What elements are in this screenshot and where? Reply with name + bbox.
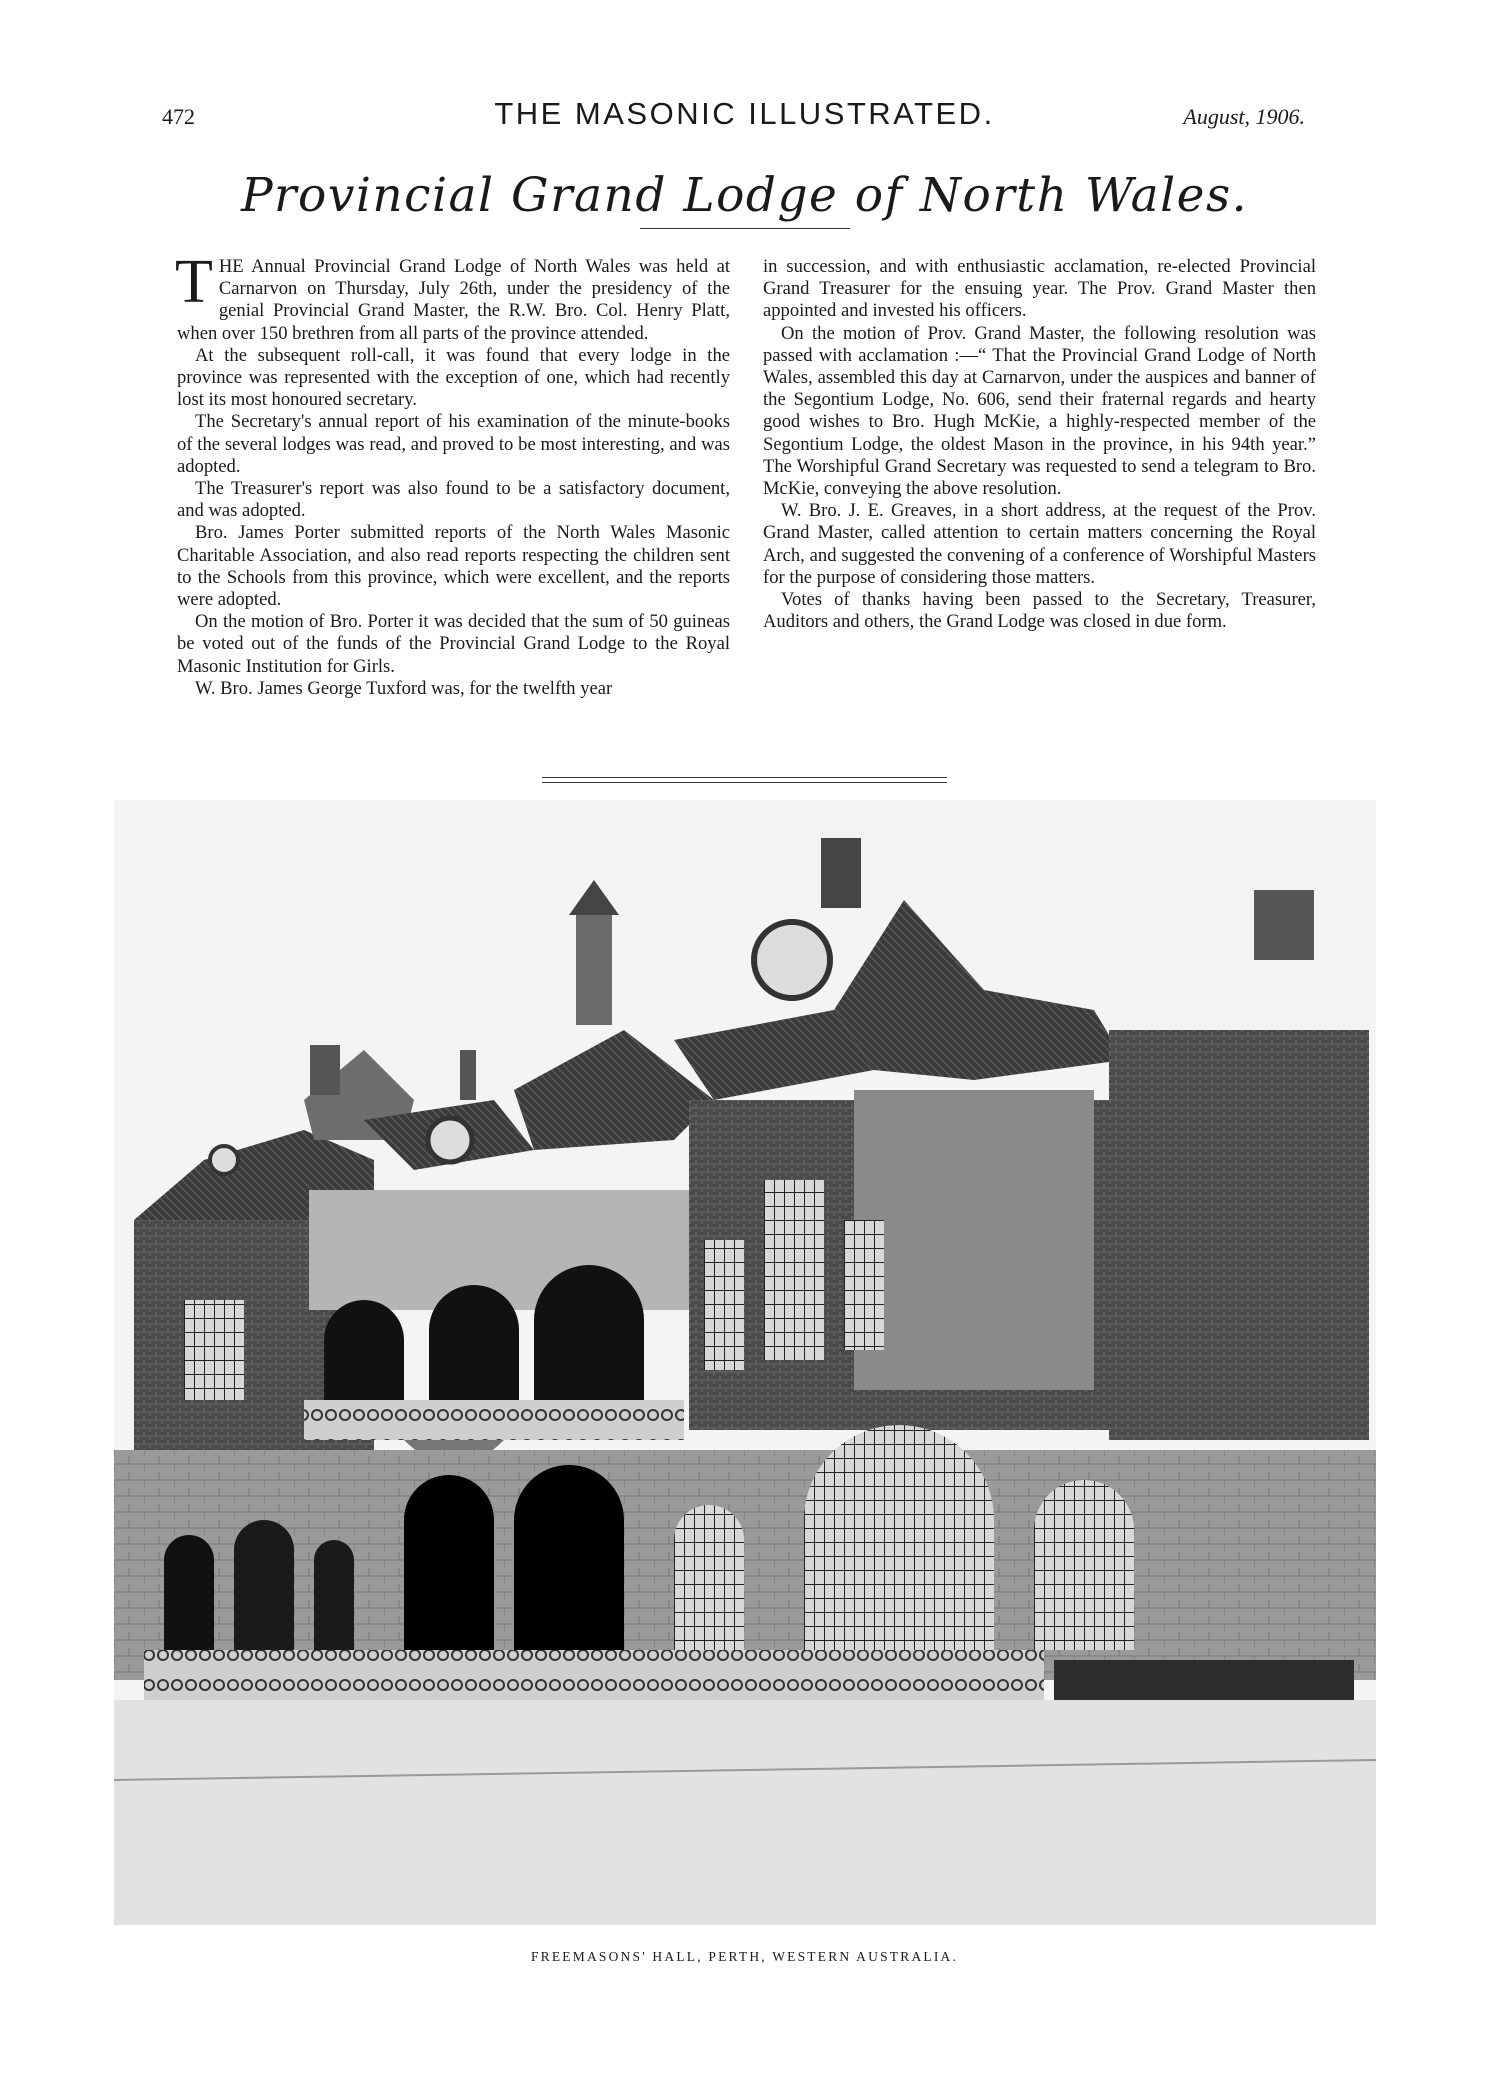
drop-cap: T [175,248,213,316]
building-photograph [114,800,1376,1925]
paragraph [175,248,730,345]
article-title: Provincial Grand Lodge of North Wales. [240,168,1249,223]
paragraph: The Secretary's annual report of his examination of the minute-books of the several lodges was read, and proved to be most interesting, and was adopted. [177,411,730,477]
paragraph: At the subsequent roll-call, it was found that every lodge in the province was represented with the exception of one, which had recently lost its most honoured secretary. [177,344,730,411]
paragraph: On the motion of Prov. Grand Master, the following resolution was passed with acclamation :—“ That the Provincial Grand Lodge of North Wales, assembled this day at Carnarvon, under the auspices and banner of the Segontium Lodge, No. 606, send their fraternal regards and hearty good wishes to Bro. Hugh McKie, a highly-respected member of the Segontium Lodge, the oldest Mason in the province, in his 94th year.” The Worshipful Grand Secretary was requested to send a telegram to Bro. McKie, conveying the above resolution. [763,322,1316,500]
paragraph: On the motion of Bro. Porter it was decided that the sum of 50 guineas be voted out of the funds of the Provincial Grand Lodge to the Royal Masonic Institution for Girls. [177,611,730,677]
photo-caption: FREEMASONS' HALL, PERTH, WESTERN AUSTRALIA. [530,1949,959,1964]
paragraph-text: HE Annual Provincial Grand Lodge of North Wales was held at Carnarvon on Thursday, July 26th, under the presidency of the genial Provincial Grand Master, the R.W. Bro. Col. Henry Platt, when over 150 brethren from all parts of the province attended. [177,256,730,344]
right-column [763,256,1316,633]
paragraph: The Treasurer's report was also found to be a satisfactory document, and was adopted. [177,478,730,522]
title-rule [640,228,850,229]
paragraph: W. Bro. James George Tuxford was, for the twelfth year [195,677,613,699]
publication-title: THE MASONIC ILLUSTRATED. [494,96,995,131]
paragraph: W. Bro. J. E. Greaves, in a short address, at the request of the Prov. Grand Master, called attention to certain matters concerning the Royal Arch, and suggested the convening of a conference of Worshipful Masters for the purpose of considering those matters. [763,500,1316,588]
paragraph: Bro. James Porter submitted reports of the North Wales Masonic Charitable Association, and also read reports respecting the children sent to the Schools from this province, which were excellent, and the reports were adopted. [177,522,730,611]
street [114,1700,1376,1925]
left-column [175,248,730,700]
paragraph: Votes of thanks having been passed to the Secretary, Treasurer, Auditors and others, the Grand Lodge was closed in due form. [763,589,1316,633]
section-divider [542,782,947,783]
page-number: 472 [162,104,195,129]
issue-date: August, 1906. [1183,104,1305,129]
section-divider [542,777,947,778]
paragraph: in succession, and with enthusiastic acclamation, re-elected Provincial Grand Treasurer for the ensuing year. The Prov. Grand Master then appointed and invested his officers. [763,256,1316,322]
